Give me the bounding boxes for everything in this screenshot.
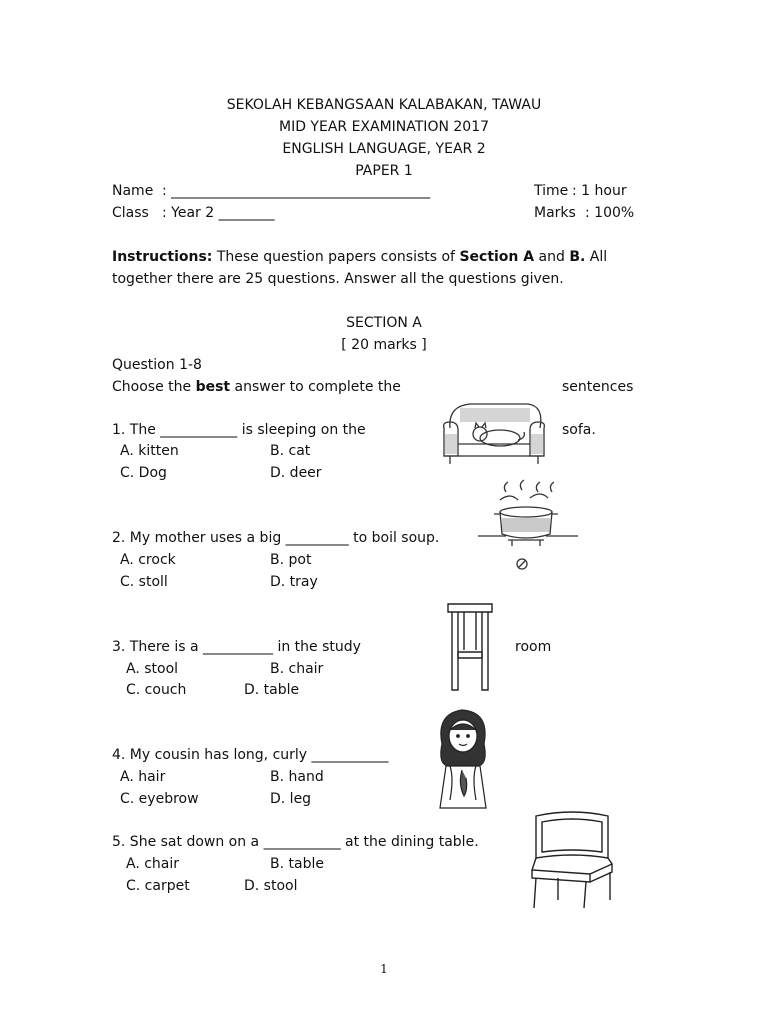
question-4-option-b: B. hand bbox=[270, 769, 324, 785]
choose-text-post: answer to complete the bbox=[230, 379, 401, 395]
question-2-option-d: D. tray bbox=[270, 574, 318, 590]
time-label: Time bbox=[534, 183, 569, 199]
girl-curly-hair-illustration bbox=[432, 704, 494, 812]
instructions-text-2: and bbox=[534, 249, 570, 265]
question-4-option-a: A. hair bbox=[120, 769, 166, 785]
choose-text-pre: Choose the bbox=[112, 379, 196, 395]
question-5-option-b: B. table bbox=[270, 856, 324, 872]
cat-on-sofa-illustration bbox=[440, 398, 548, 468]
question-5-option-a: A. chair bbox=[126, 856, 180, 872]
exam-title: MID YEAR EXAMINATION 2017 bbox=[278, 119, 490, 135]
question-3-option-a: A. stool bbox=[126, 661, 179, 677]
instructions-label: Instructions: bbox=[112, 249, 213, 265]
question-2-option-a: A. crock bbox=[120, 552, 176, 568]
question-5-option-d: D. stool bbox=[244, 878, 298, 894]
choose-instruction bbox=[112, 377, 401, 397]
instructions-text-3: All bbox=[585, 249, 608, 265]
question-2-option-b: B. pot bbox=[270, 552, 312, 568]
choose-instruction-end: sentences bbox=[562, 379, 634, 395]
question-5-option-c: C. carpet bbox=[126, 878, 190, 894]
marks-value: : 100% bbox=[585, 205, 635, 221]
question-1-option-d: D. deer bbox=[270, 465, 322, 481]
question-2-option-c: C. stoll bbox=[120, 574, 168, 590]
section-title: SECTION A bbox=[346, 315, 422, 331]
question-3-option-d: D. table bbox=[244, 682, 300, 698]
section-b-ref: B. bbox=[569, 249, 586, 265]
section-a-ref: Section A bbox=[459, 249, 535, 265]
question-2-stem: 2. My mother uses a big _________ to boil soup. bbox=[112, 530, 440, 546]
page-number: 1 bbox=[380, 962, 388, 976]
question-1-tail: sofa. bbox=[562, 422, 596, 438]
question-4-option-d: D. leg bbox=[270, 791, 312, 807]
time-value: : 1 hour bbox=[572, 183, 627, 199]
paper-title: PAPER 1 bbox=[355, 163, 413, 179]
class-field: : Year 2 ________ bbox=[162, 205, 275, 221]
school-name: SEKOLAH KEBANGSAAN KALABAKAN, TAWAU bbox=[226, 97, 542, 113]
choose-text-bold: best bbox=[195, 379, 231, 395]
pot-on-stove-illustration bbox=[478, 478, 578, 576]
question-range: Question 1-8 bbox=[112, 357, 202, 373]
section-marks: [ 20 marks ] bbox=[341, 337, 427, 353]
question-1-stem: 1. The ___________ is sleeping on the bbox=[112, 422, 366, 438]
question-5-stem: 5. She sat down on a ___________ at the dining table. bbox=[112, 834, 479, 850]
question-3-tail: room bbox=[515, 639, 552, 655]
name-field: : _____________________________________ bbox=[162, 183, 431, 199]
question-1-option-b: B. cat bbox=[270, 443, 311, 459]
class-label: Class bbox=[112, 205, 149, 221]
marks-label: Marks bbox=[534, 205, 576, 221]
instructions-line-1 bbox=[112, 247, 607, 267]
question-1-option-c: C. Dog bbox=[120, 465, 167, 481]
question-3-option-c: C. couch bbox=[126, 682, 187, 698]
question-4-option-c: C. eyebrow bbox=[120, 791, 199, 807]
question-3-option-b: B. chair bbox=[270, 661, 324, 677]
instructions-line-2: together there are 25 questions. Answer all the questions given. bbox=[112, 271, 564, 287]
question-1-option-a: A. kitten bbox=[120, 443, 179, 459]
name-label: Name bbox=[112, 183, 154, 199]
question-4-stem: 4. My cousin has long, curly ___________ bbox=[112, 747, 389, 763]
instructions-text-1: These question papers consists of bbox=[212, 249, 460, 265]
stool-illustration bbox=[440, 600, 500, 696]
question-3-stem: 3. There is a __________ in the study bbox=[112, 639, 361, 655]
chair-illustration bbox=[528, 808, 618, 910]
subject-title: ENGLISH LANGUAGE, YEAR 2 bbox=[282, 141, 486, 157]
